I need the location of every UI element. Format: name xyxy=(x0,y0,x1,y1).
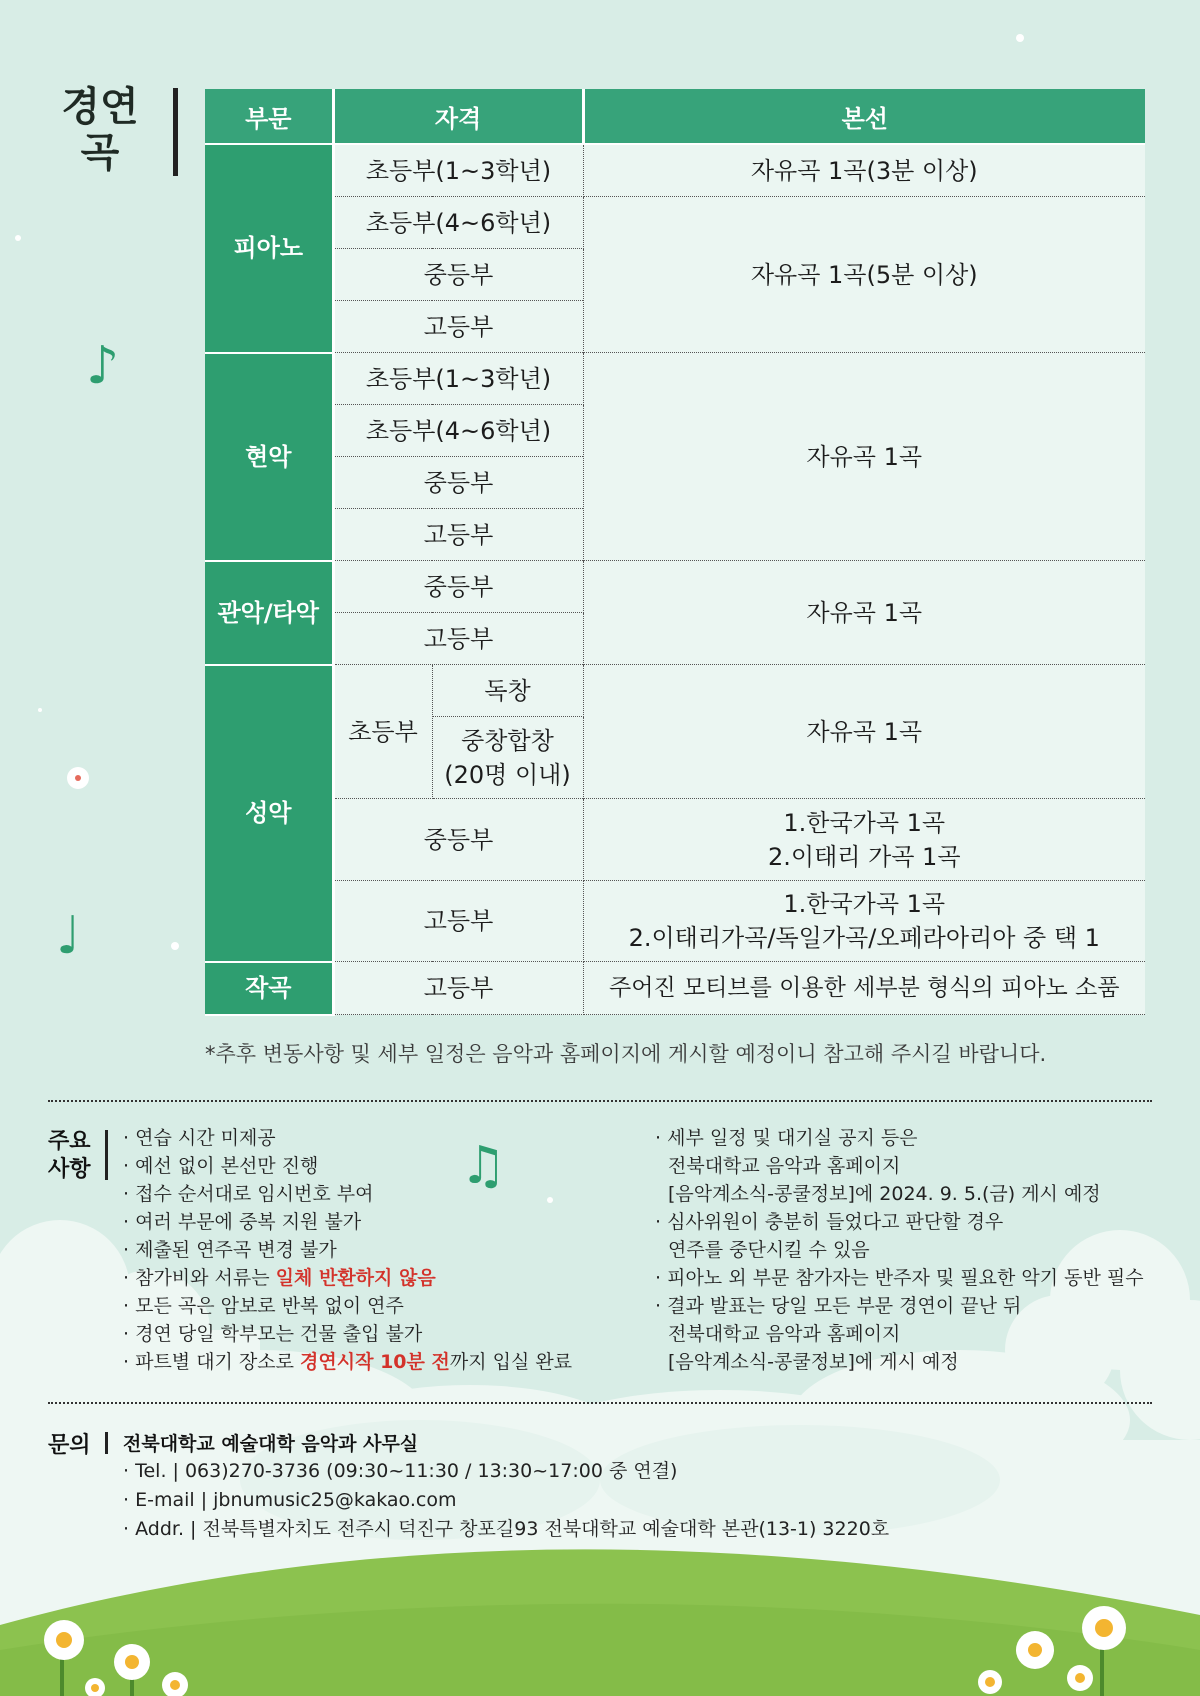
eligibility-cell: 중등부 xyxy=(333,457,583,509)
eligibility-cell: 초등부(1~3학년) xyxy=(333,144,583,197)
table-row xyxy=(205,881,1145,962)
list-item: · 경연 당일 학부모는 건물 출입 불가 xyxy=(123,1323,423,1345)
eligibility-cell: 초등부(4~6학년) xyxy=(333,197,583,249)
table-row xyxy=(205,353,1145,405)
competition-pieces-table xyxy=(205,89,1145,1016)
piece-cell: 1.한국가곡 1곡 2.이태리 가곡 1곡 xyxy=(583,799,1145,881)
music-note-icon: ♩ xyxy=(56,906,81,966)
notices-left-list xyxy=(123,1124,572,1376)
list-item: · 파트별 대기 장소로 경연시작 10분 전까지 입실 완료 xyxy=(123,1351,573,1373)
eligibility-cell: 중등부 xyxy=(333,799,583,881)
category-vocal: 성악 xyxy=(205,665,333,962)
header-category: 부문 xyxy=(205,89,333,144)
category-piano: 피아노 xyxy=(205,144,333,353)
schedule-note: *추후 변동사항 및 세부 일정은 음악과 홈페이지에 게시할 예정이니 참고해 주시길 바랍니다. xyxy=(205,1042,1047,1066)
notices-divider xyxy=(105,1130,108,1180)
list-item: · 결과 발표는 당일 모든 부문 경연이 끝난 뒤 전북대학교 음악과 홈페이지 [음악계소식-콩쿨정보]에 게시 예정 xyxy=(655,1295,1022,1373)
eligibility-cell: 고등부 xyxy=(333,962,583,1015)
list-item: · 피아노 외 부문 참가자는 반주자 및 필요한 악기 동반 필수 xyxy=(655,1267,1144,1289)
list-item: · 제출된 연주곡 변경 불가 xyxy=(123,1239,337,1261)
eligibility-cell: 고등부 xyxy=(333,613,583,665)
list-item: · 모든 곡은 암보로 반복 없이 연주 xyxy=(123,1295,404,1317)
eligibility-cell: 중등부 xyxy=(333,249,583,301)
eligibility-cell: 초등부(1~3학년) xyxy=(333,353,583,405)
table-row xyxy=(205,665,1145,717)
list-item: · 연습 시간 미제공 xyxy=(123,1127,276,1149)
table-row xyxy=(205,561,1145,613)
notices-label: 주요 사항 xyxy=(48,1129,91,1182)
contact-details xyxy=(123,1457,889,1544)
sub-eligibility-cell: 독창 xyxy=(432,665,583,717)
piece-cell: 자유곡 1곡 xyxy=(583,665,1145,799)
category-composition: 작곡 xyxy=(205,962,333,1015)
eligibility-cell: 초등부 xyxy=(333,665,432,799)
title-divider xyxy=(173,88,178,176)
eligibility-cell: 고등부 xyxy=(333,301,583,353)
piece-cell: 자유곡 1곡(5분 이상) xyxy=(583,197,1145,353)
emphasis-text: 일체 반환하지 않음 xyxy=(275,1267,436,1289)
flower-icon xyxy=(67,767,89,789)
music-note-icon: ♪ xyxy=(86,336,120,396)
eligibility-cell: 고등부 xyxy=(333,509,583,561)
table-row xyxy=(205,962,1145,1015)
header-finals: 본선 xyxy=(583,89,1145,144)
table-row xyxy=(205,144,1145,197)
section-title: 경연 곡 xyxy=(61,84,139,176)
list-item: · 세부 일정 및 대기실 공지 등은 전북대학교 음악과 홈페이지 [음악계소식-콩쿨정보]에 2024. 9. 5.(금) 게시 예정 xyxy=(655,1127,1101,1205)
list-item: · 심사위원이 충분히 들었다고 판단할 경우 연주를 중단시킬 수 있음 xyxy=(655,1211,1004,1261)
header-eligibility: 자격 xyxy=(333,89,583,144)
eligibility-cell: 초등부(4~6학년) xyxy=(333,405,583,457)
category-winds: 관악/타악 xyxy=(205,561,333,665)
list-item: · 접수 순서대로 임시번호 부여 xyxy=(123,1183,374,1205)
category-strings: 현악 xyxy=(205,353,333,561)
piece-cell: 1.한국가곡 1곡 2.이태리가곡/독일가곡/오페라아리아 중 택 1 xyxy=(583,881,1145,962)
contact-label: 문의 xyxy=(48,1433,91,1458)
piece-cell: 주어진 모티브를 이용한 세부분 형식의 피아노 소품 xyxy=(583,962,1145,1015)
piece-cell: 자유곡 1곡 xyxy=(583,353,1145,561)
piece-cell: 자유곡 1곡 xyxy=(583,561,1145,665)
music-notes-icon: ♫ xyxy=(460,1136,507,1196)
emphasis-text: 경연시작 10분 전 xyxy=(300,1351,450,1373)
list-item: · 참가비와 서류는 일체 반환하지 않음 xyxy=(123,1267,436,1289)
contact-divider xyxy=(105,1432,108,1454)
divider xyxy=(48,1402,1152,1404)
piece-cell: 자유곡 1곡(3분 이상) xyxy=(583,144,1145,197)
list-item: · 예선 없이 본선만 진행 xyxy=(123,1155,319,1177)
eligibility-cell: 고등부 xyxy=(333,881,583,962)
contact-address: · Addr. | 전북특별자치도 전주시 덕진구 창포길93 전북대학교 예술대학 본관(13-1) 3220호 xyxy=(123,1518,890,1540)
contact-email[interactable]: · E-mail | jbnumusic25@kakao.com xyxy=(123,1489,457,1511)
list-item: · 여러 부문에 중복 지원 불가 xyxy=(123,1211,362,1233)
notices-right-list xyxy=(655,1124,1144,1376)
table-row xyxy=(205,197,1145,249)
contact-phone: · Tel. | 063)270-3736 (09:30~11:30 / 13:30~17:00 중 연결) xyxy=(123,1460,678,1482)
table-header-row xyxy=(205,89,1145,144)
contact-organization: 전북대학교 예술대학 음악과 사무실 xyxy=(123,1433,419,1455)
sub-eligibility-cell: 중창합창 (20명 이내) xyxy=(432,717,583,799)
table-row xyxy=(205,799,1145,881)
eligibility-cell: 중등부 xyxy=(333,561,583,613)
divider xyxy=(48,1100,1152,1102)
